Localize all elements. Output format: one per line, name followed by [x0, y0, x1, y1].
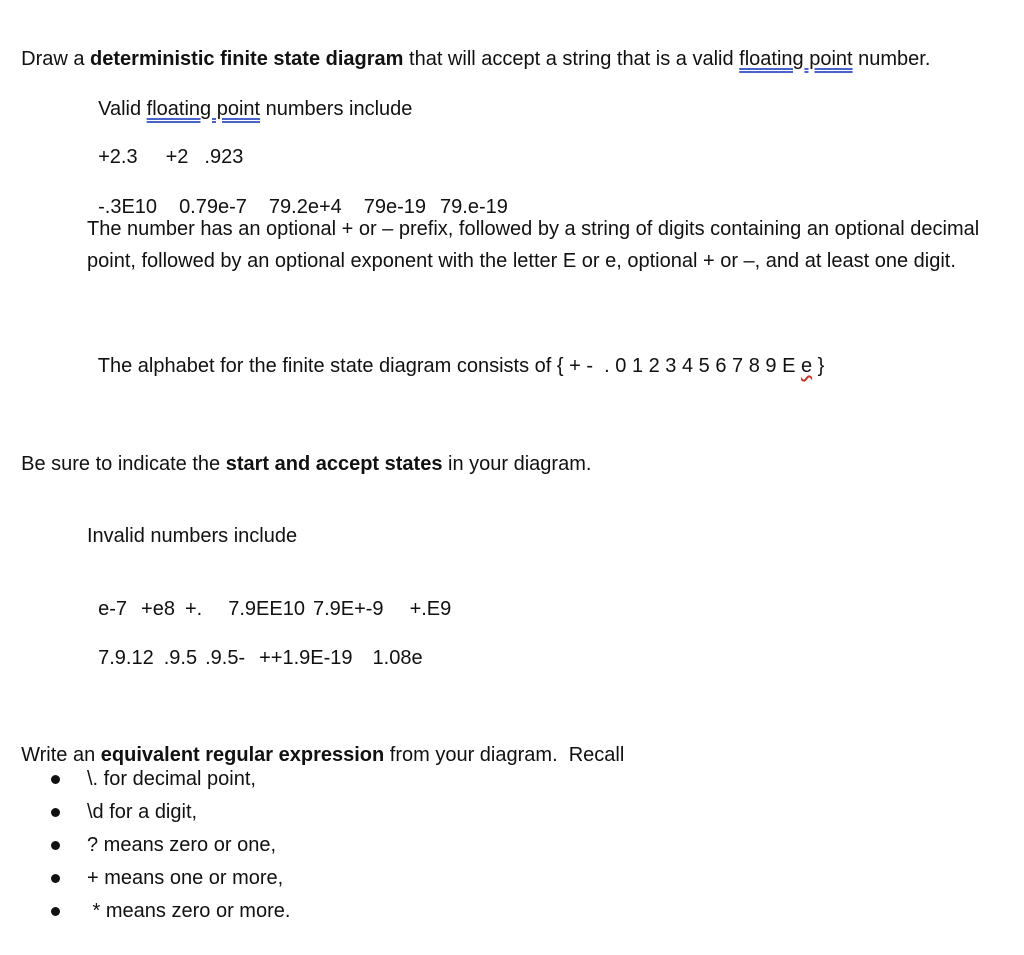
invalid-example: +.: [184, 598, 203, 620]
reminder-bold: start and accept states: [225, 453, 443, 475]
invalid-example: 7.9E+-9: [312, 598, 384, 620]
valid-example: 79.e-19: [440, 196, 508, 218]
invalid-example: +e8: [141, 598, 175, 620]
number-description: The number has an optional + or – prefix, followed by a string of digits containing an optional decimal point, followed by an optional exponent with the letter E or e, optional + or –, and at least one digit.: [87, 218, 980, 272]
invalid-example: +.E9: [409, 598, 452, 620]
regex-text-1: Write an: [21, 744, 101, 766]
start-accept-reminder: [10, 427, 591, 477]
regex-bold: equivalent regular expression: [100, 744, 385, 766]
reminder-text-1: Be sure to indicate the: [21, 453, 226, 475]
heading-text-2: that will accept a string that is a valid: [403, 48, 740, 70]
valid-intro-text-1: Valid: [98, 98, 147, 120]
invalid-example: 7.9.12: [98, 647, 154, 669]
heading-text-3: number.: [852, 48, 931, 70]
invalid-example: 7.9EE10: [228, 598, 305, 620]
valid-example: 0.79e-7: [179, 196, 247, 218]
heading-text-1: Draw a: [21, 48, 91, 70]
heading-bold-term: deterministic finite state diagram: [90, 48, 404, 70]
hint-item: + means one or more,: [87, 867, 284, 889]
valid-examples-row-1: [87, 120, 243, 170]
invalid-example: .9.5-: [205, 647, 246, 669]
valid-example: +2.3: [98, 146, 138, 168]
alphabet-text: The alphabet for the finite state diagram consists of { + - . 0 1 2 3 4 5 6 7 8 9 E: [97, 355, 801, 377]
valid-example: +2: [165, 146, 189, 168]
valid-example: 79e-19: [363, 196, 427, 218]
invalid-intro: Invalid numbers include: [87, 525, 298, 547]
invalid-example: 1.08e: [372, 647, 423, 669]
bullet-dot: [51, 775, 60, 784]
valid-intro-underlined: floating point: [146, 98, 261, 120]
regex-text-2: from your diagram. Recall: [384, 744, 625, 766]
reminder-text-2: in your diagram.: [442, 453, 592, 475]
alphabet-letter-e: e: [800, 355, 813, 377]
bullet-dot: [51, 874, 60, 883]
hint-item: * means zero or more.: [87, 900, 291, 922]
bullet-dot: [51, 808, 60, 817]
invalid-examples-row-1: [87, 572, 451, 622]
valid-intro: [87, 72, 412, 122]
valid-intro-text-2: numbers include: [260, 98, 413, 120]
bullet-dot: [51, 907, 60, 916]
valid-example: .923: [204, 146, 244, 168]
alphabet-close: }: [812, 355, 825, 377]
hint-item: \d for a digit,: [87, 801, 198, 823]
bullet-dot: [51, 841, 60, 850]
invalid-example: .9.5: [163, 647, 198, 669]
heading-underlined-term: floating point: [739, 48, 853, 70]
alphabet-line: [87, 329, 824, 379]
invalid-example: ++1.9E-19: [259, 647, 353, 669]
invalid-examples-row-2: [87, 621, 423, 671]
hint-item: \. for decimal point,: [87, 768, 256, 790]
question-heading: [10, 22, 930, 72]
valid-example: -.3E10: [98, 196, 158, 218]
valid-example: 79.2e+4: [268, 196, 342, 218]
invalid-example: e-7: [98, 598, 128, 620]
hint-item: ? means zero or one,: [87, 834, 276, 856]
regex-prompt: [10, 718, 624, 768]
